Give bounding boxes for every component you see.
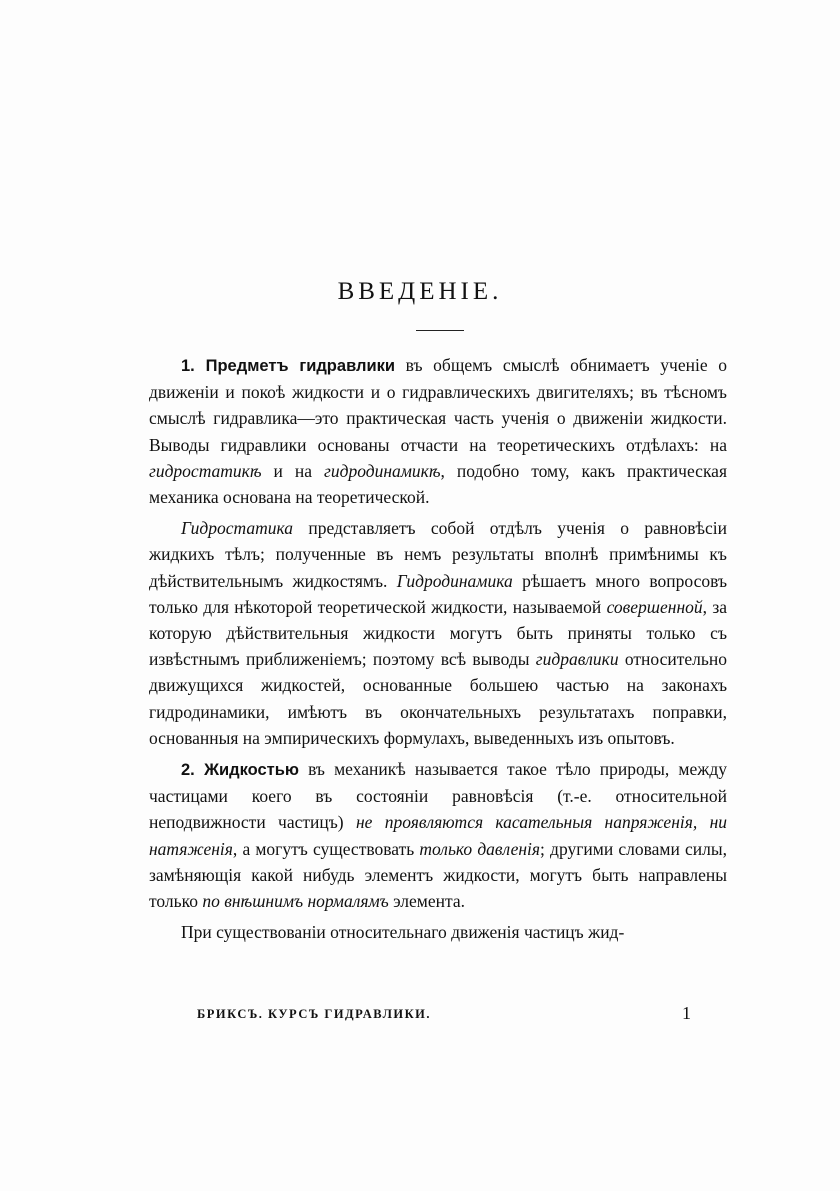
text-run: въ механикѣ называется такое тѣло природы, между частицами коего въ состояніи равновѣсія (т.-е. относительной неподвижности частицъ) [149, 759, 727, 833]
section-heading-1: 1. Предметъ гидравлики [181, 357, 396, 375]
text-run: относительно движущихся жидкостей, основанные большею частью на законахъ гидродинамики, имѣютъ въ окончательныхъ результатахъ поправки, основанныя на эмпирическихъ формулахъ, выведенныхъ изъ опытовъ. [149, 649, 727, 748]
text-run: рѣшаетъ много вопросовъ только для нѣкоторой теоретической жидкости, называемой [149, 570, 727, 617]
italic-term: не проявляются касательныя напряженія, ни натяженія [149, 812, 727, 859]
paragraph-4 [149, 919, 727, 945]
body-text [149, 352, 727, 945]
paragraph-3 [149, 756, 727, 914]
text-run: ; другими словами силы, замѣняющія какой нибудь элементъ жидкости, могутъ быть направлены только [149, 838, 727, 912]
text-run: въ общемъ смыслѣ обнимаетъ ученіе о движеніи и покоѣ жидкости и о гидравлическихъ двигителяхъ; въ тѣсномъ смыслѣ гидравлика—это практическая часть ученія о движеніи жидкости. Выводы гидравлики основаны отчасти на теоретическихъ отдѣлахъ: на [149, 355, 727, 455]
page-number: 1 [682, 1003, 691, 1023]
italic-term: только давленія [419, 838, 541, 859]
italic-term: совершенной [606, 596, 703, 617]
italic-term: гидравлики [535, 649, 619, 670]
text-run: , подобно тому, какъ практическая механика основана на теоретической. [149, 460, 727, 508]
title-divider [416, 330, 464, 331]
text-run: , а могутъ существовать [232, 838, 420, 859]
italic-term: Гидродинамика [396, 570, 513, 591]
text-run: представляетъ собой отдѣлъ ученія о равновѣсіи жидкихъ тѣлъ; полученные въ немъ результаты вполнѣ примѣнимы къ дѣйствительнымъ жидкостямъ. [149, 518, 727, 591]
text-run: При существованіи относительнаго движенія частицъ жид- [181, 922, 625, 943]
italic-term: Гидростатика [181, 518, 293, 539]
text-run: элемента. [388, 891, 466, 912]
section-heading-2: 2. Жидкостью [181, 761, 299, 780]
chapter-title: ВВЕДЕНІЕ. [337, 278, 503, 305]
running-footer-title: БРИКСЪ. КУРСЪ ГИДРАВЛИКИ. [197, 1007, 432, 1021]
paragraph-1 [149, 352, 727, 510]
italic-term: гидростатикѣ [149, 460, 262, 481]
text-run: , за которую дѣйствительныя жидкости могутъ быть приняты только съ извѣстнымъ приближеніемъ; поэтому всѣ выводы [149, 596, 727, 670]
italic-term: по внѣшнимъ нормалямъ [202, 891, 389, 912]
italic-term: гидродинамикѣ [324, 460, 441, 481]
paragraph-2 [149, 515, 727, 751]
text-run: и на [261, 460, 325, 481]
